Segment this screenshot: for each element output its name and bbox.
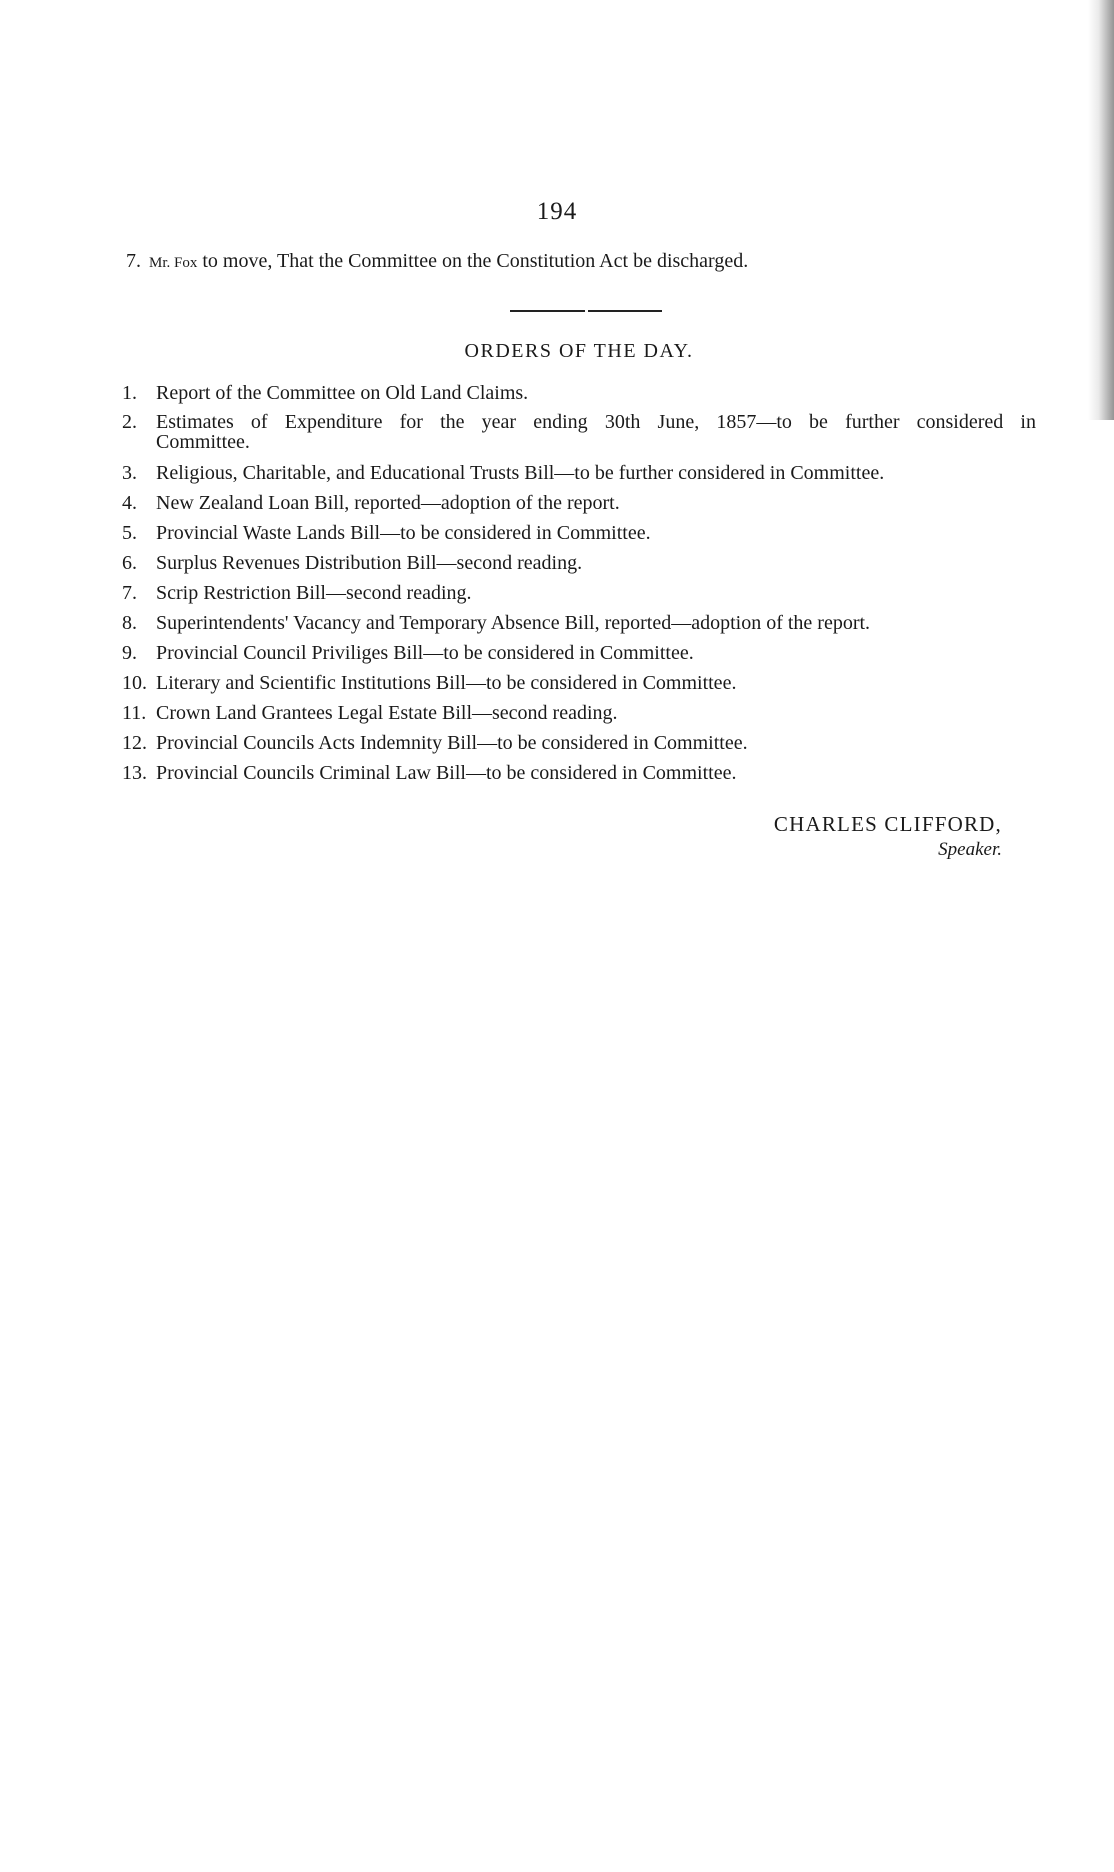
motion-item [126,250,926,273]
motion-text: to move, That the Committee on the Constitution Act be discharged. [202,250,749,272]
motion-mover: Mr. Fox [149,255,198,271]
order-text: Provincial Council Priviliges Bill—to be considered in Committee. [156,642,694,664]
list-item [122,458,1052,488]
order-text: Scrip Restriction Bill—second reading. [156,582,472,604]
list-item [122,378,1052,408]
order-text-continued: Committee. [156,431,250,453]
order-number: 1. [122,382,137,404]
page-number: 194 [536,198,578,225]
order-text: Literary and Scientific Institutions Bill—to be considered in Committee. [156,672,737,694]
list-item [122,488,1052,518]
section-divider-gap [585,309,588,313]
list-item [122,698,1052,728]
list-item [122,608,1052,638]
order-text: Surplus Revenues Distribution Bill—second reading. [156,552,583,574]
order-text: Religious, Charitable, and Educational Trusts Bill—to be further considered in Committee. [156,462,885,484]
order-text: Estimates of Expenditure for the year ending 30th June, 1857—to be further considered in [156,411,1036,433]
list-item [122,758,1052,788]
order-text: Crown Land Grantees Legal Estate Bill—second reading. [156,702,618,724]
list-item [122,578,1052,608]
order-number: 8. [122,612,137,634]
order-number: 5. [122,522,137,544]
list-item [122,728,1052,758]
list-item [122,412,1052,452]
list-item [122,548,1052,578]
order-text: Provincial Councils Criminal Law Bill—to be considered in Committee. [156,762,737,784]
list-item [122,638,1052,668]
order-number: 4. [122,492,137,514]
order-number: 7. [122,582,137,604]
order-text: Superintendents' Vacancy and Temporary Absence Bill, reported—adoption of the report. [156,612,871,634]
order-text: Provincial Councils Acts Indemnity Bill—to be considered in Committee. [156,732,748,754]
orders-title: ORDERS OF THE DAY. [464,340,694,362]
order-number: 6. [122,552,137,574]
orders-list [122,378,1052,788]
signatory-title: Speaker. [938,839,1002,860]
signature-block [774,812,1002,861]
list-item [122,518,1052,548]
order-text: Report of the Committee on Old Land Claims. [156,382,529,404]
motion-number: 7. [126,250,141,272]
order-number: 2. [122,411,137,433]
list-item [122,668,1052,698]
order-number: 11. [122,702,147,724]
order-number: 10. [122,672,147,694]
order-text: New Zealand Loan Bill, reported—adoption of the report. [156,492,620,514]
order-number: 9. [122,642,137,664]
order-text: Provincial Waste Lands Bill—to be considered in Committee. [156,522,651,544]
signatory-name: CHARLES CLIFFORD, [773,812,1002,836]
order-number: 3. [122,462,137,484]
order-number: 12. [122,732,147,754]
order-number: 13. [122,762,147,784]
